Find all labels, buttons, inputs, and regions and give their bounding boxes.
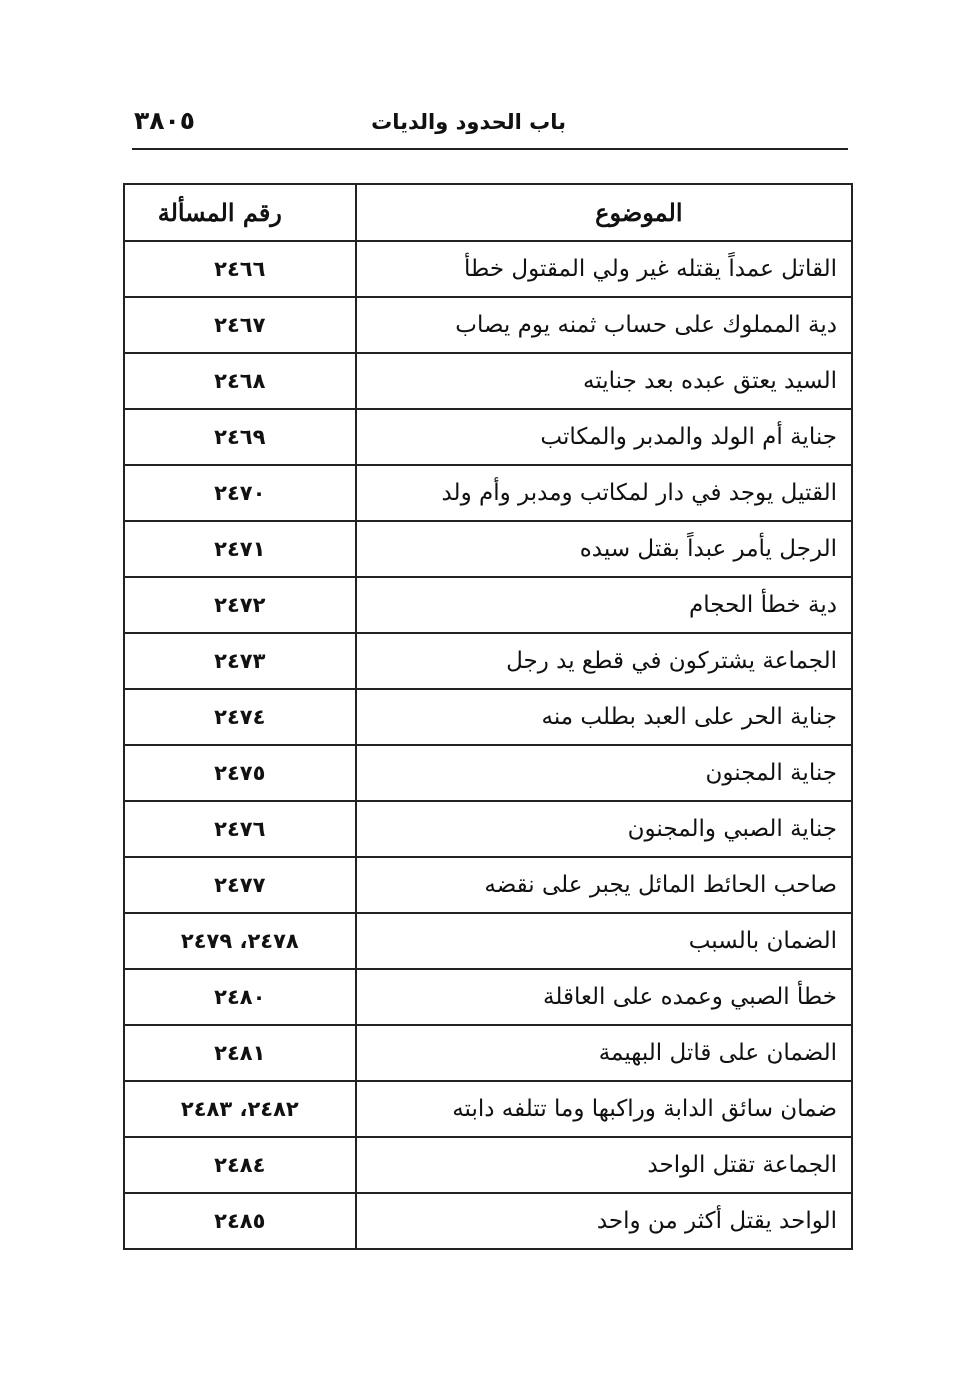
column-header-number: رقم المسألة [124, 184, 356, 241]
issue-number-cell: ٢٤٧٢ [124, 577, 356, 633]
topic-cell: دية خطأ الحجام [356, 577, 852, 633]
chapter-title: باب الحدود والديات [371, 110, 566, 134]
issue-number-cell: ٢٤٦٦ [124, 241, 356, 297]
issue-number-cell: ٢٤٧٦ [124, 801, 356, 857]
topic-cell: الجماعة تقتل الواحد [356, 1137, 852, 1193]
table-row [124, 1193, 852, 1249]
table-row [124, 801, 852, 857]
page-number: ٣٨٠٥ [134, 106, 196, 135]
issue-number-cell: ٢٤٦٨ [124, 353, 356, 409]
table-body [124, 241, 852, 1249]
table-row [124, 633, 852, 689]
table-row [124, 745, 852, 801]
topic-cell: خطأ الصبي وعمده على العاقلة [356, 969, 852, 1025]
topic-cell: جناية المجنون [356, 745, 852, 801]
issue-number-cell: ٢٤٨٠ [124, 969, 356, 1025]
topic-cell: الرجل يأمر عبداً بقتل سيده [356, 521, 852, 577]
topic-cell: الجماعة يشتركون في قطع يد رجل [356, 633, 852, 689]
issue-number-cell: ٢٤٨٥ [124, 1193, 356, 1249]
table-row [124, 465, 852, 521]
topic-cell: السيد يعتق عبده بعد جنايته [356, 353, 852, 409]
page-header [132, 104, 848, 150]
issue-number-cell: ٢٤٨٤ [124, 1137, 356, 1193]
issue-number-cell: ٢٤٧٤ [124, 689, 356, 745]
topic-cell: صاحب الحائط المائل يجبر على نقضه [356, 857, 852, 913]
topic-cell: الضمان بالسبب [356, 913, 852, 969]
table-row [124, 857, 852, 913]
issue-number-cell: ٢٤٦٩ [124, 409, 356, 465]
table-row [124, 969, 852, 1025]
issue-number-cell: ٢٤٨٢، ٢٤٨٣ [124, 1081, 356, 1137]
issue-number-cell: ٢٤٧٧ [124, 857, 356, 913]
issue-number-cell: ٢٤٧٥ [124, 745, 356, 801]
table-row [124, 297, 852, 353]
table-row [124, 1025, 852, 1081]
topic-cell: ضمان سائق الدابة وراكبها وما تتلفه دابته [356, 1081, 852, 1137]
table-header-row [124, 184, 852, 241]
table-row [124, 409, 852, 465]
topic-cell: جناية أم الولد والمدبر والمكاتب [356, 409, 852, 465]
topic-cell: جناية الحر على العبد بطلب منه [356, 689, 852, 745]
topic-cell: القتيل يوجد في دار لمكاتب ومدبر وأم ولد [356, 465, 852, 521]
issue-number-cell: ٢٤٧٣ [124, 633, 356, 689]
topic-cell: جناية الصبي والمجنون [356, 801, 852, 857]
topic-cell: الواحد يقتل أكثر من واحد [356, 1193, 852, 1249]
issue-number-cell: ٢٤٧٨، ٢٤٧٩ [124, 913, 356, 969]
issue-number-cell: ٢٤٦٧ [124, 297, 356, 353]
topic-cell: دية المملوك على حساب ثمنه يوم يصاب [356, 297, 852, 353]
table-row [124, 577, 852, 633]
topic-cell: القاتل عمداً يقتله غير ولي المقتول خطأ [356, 241, 852, 297]
table-row [124, 913, 852, 969]
table-row [124, 353, 852, 409]
table-row [124, 689, 852, 745]
column-header-topic: الموضوع [356, 184, 852, 241]
table-row [124, 241, 852, 297]
issue-number-cell: ٢٤٧٠ [124, 465, 356, 521]
table-row [124, 1081, 852, 1137]
index-table [123, 183, 853, 1250]
table-row [124, 521, 852, 577]
table-row [124, 1137, 852, 1193]
issue-number-cell: ٢٤٨١ [124, 1025, 356, 1081]
issue-number-cell: ٢٤٧١ [124, 521, 356, 577]
topic-cell: الضمان على قاتل البهيمة [356, 1025, 852, 1081]
